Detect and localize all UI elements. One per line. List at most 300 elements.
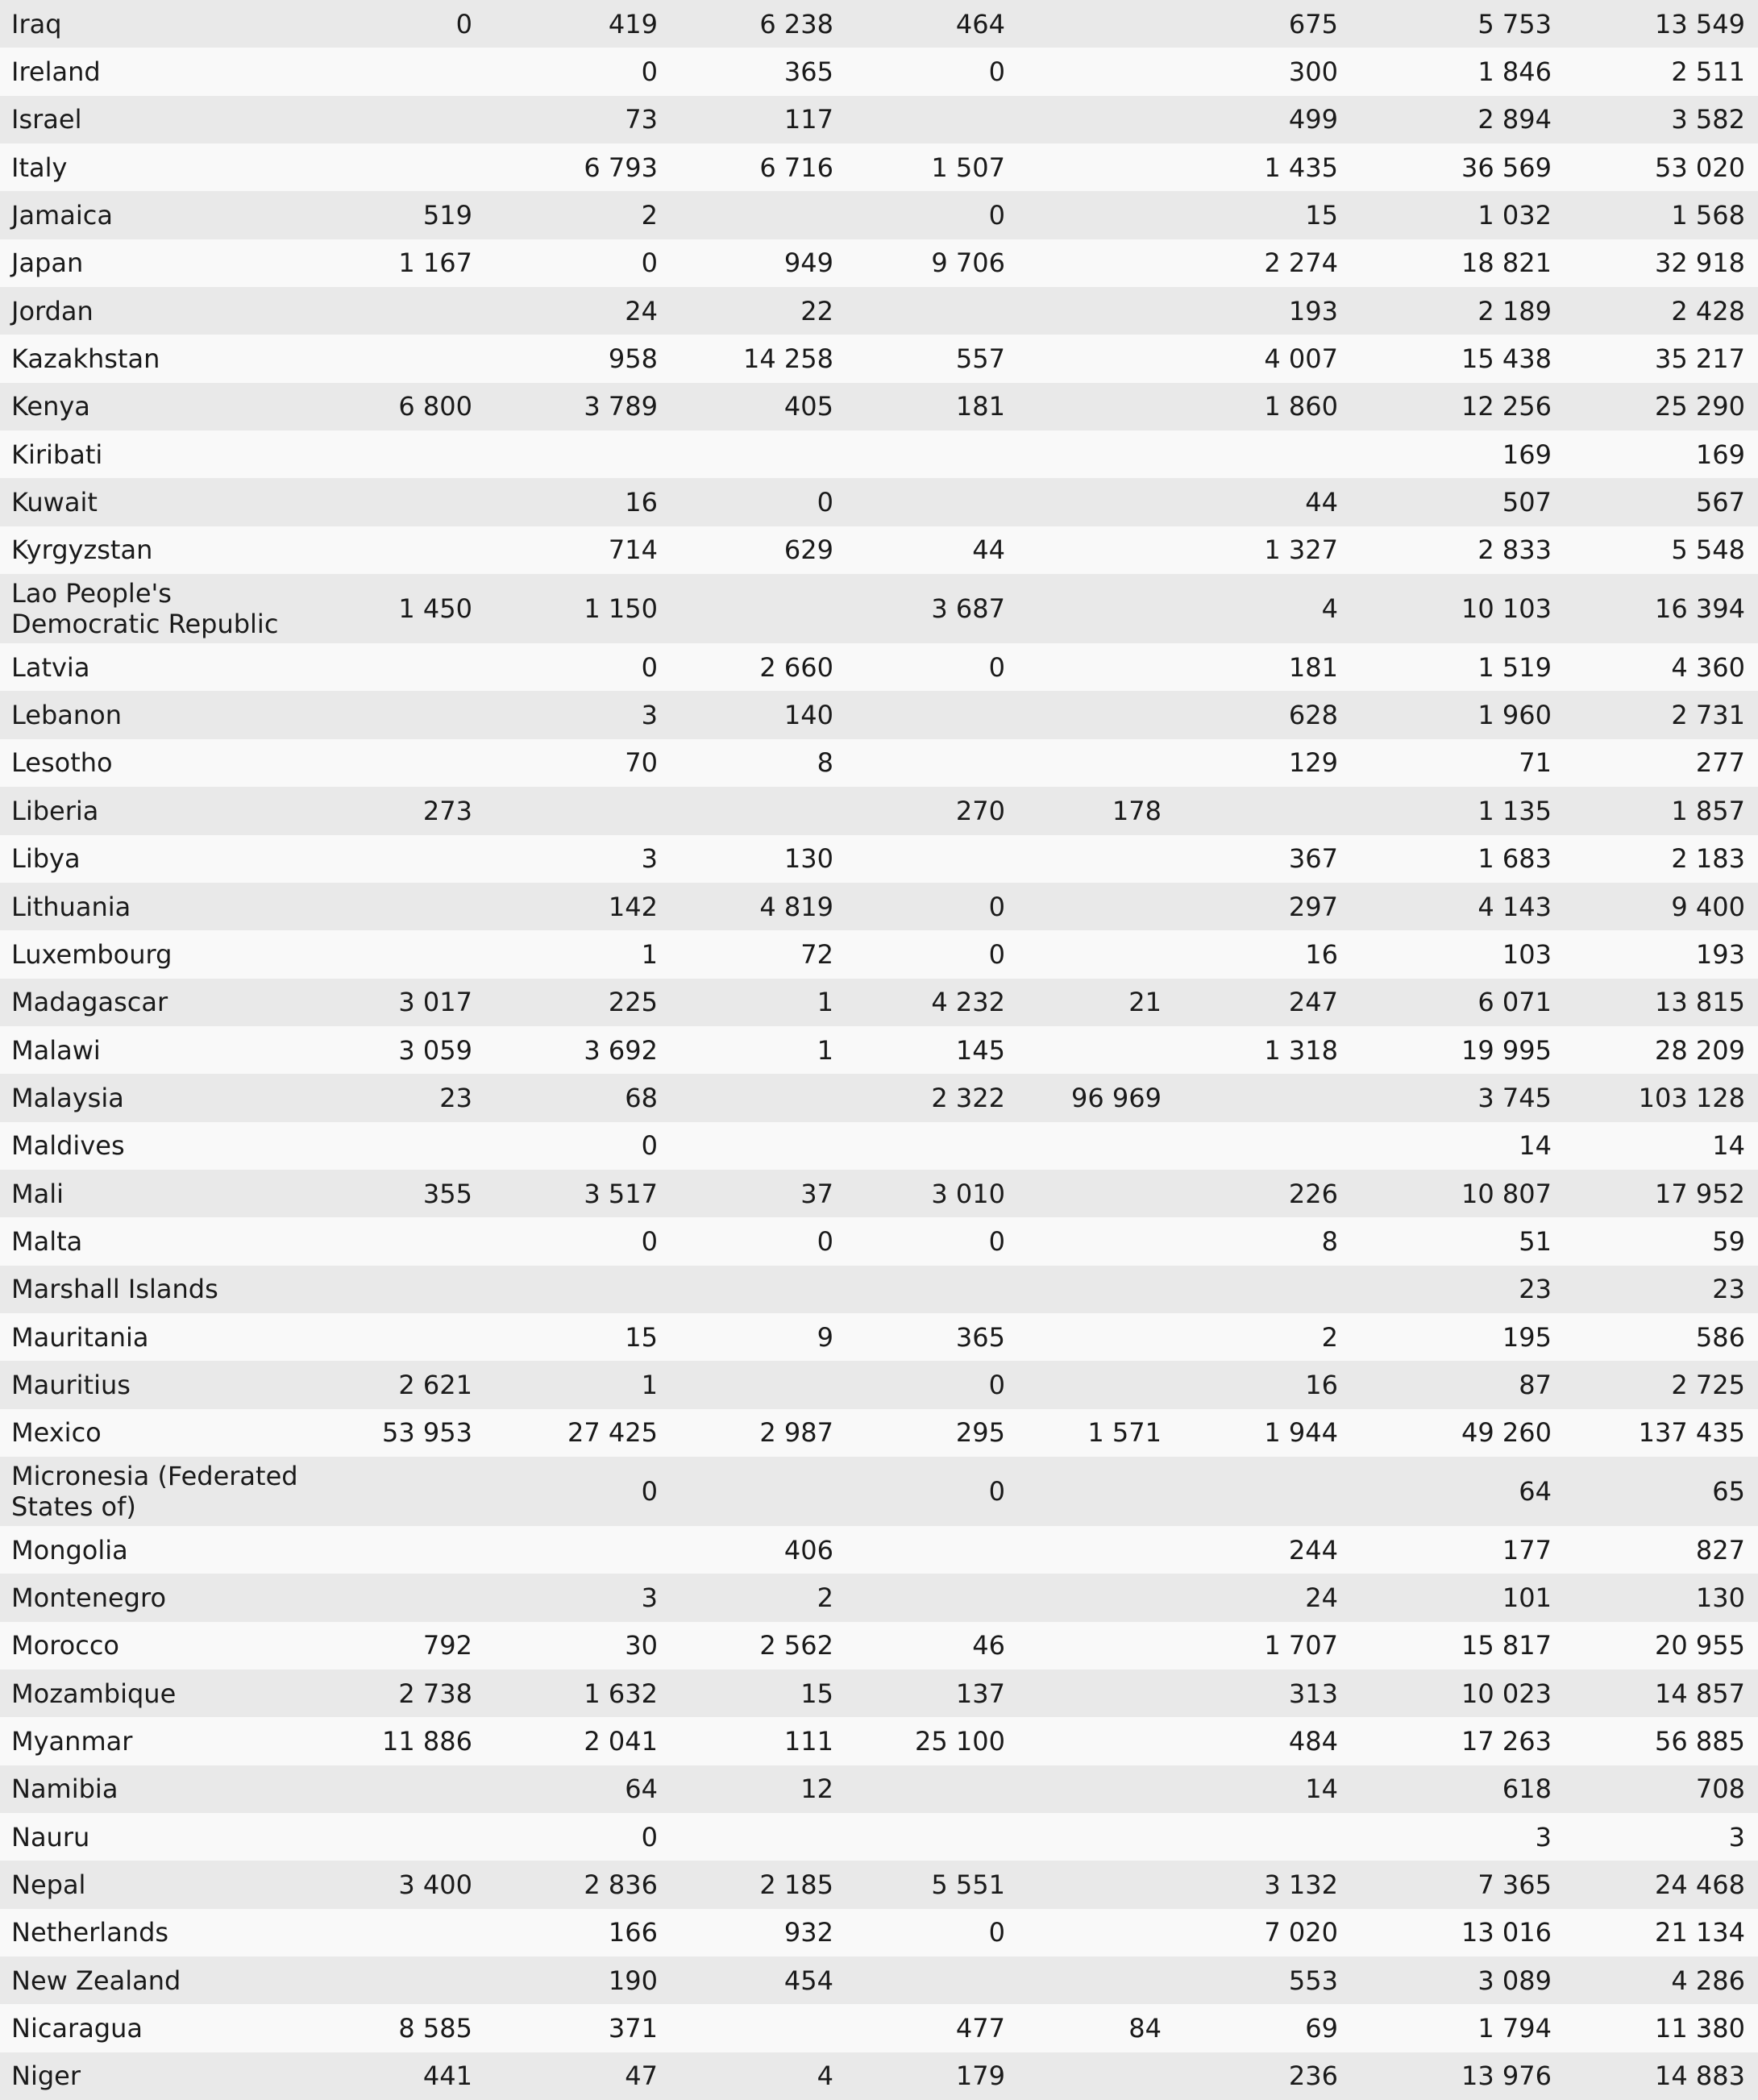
cell-col-3 (658, 2004, 833, 2052)
cell-col-8: 11 380 (1655, 2013, 1745, 2044)
cell-col-8: 3 582 (1671, 104, 1745, 135)
cell-col-5 (1005, 1717, 1162, 1765)
cell-col-4 (833, 1765, 1005, 1813)
cell-col-4: 9 706 (931, 247, 1005, 279)
cell-col-6: 16 (1305, 1369, 1338, 1400)
cell-col-3: 629 (783, 534, 833, 566)
table-row (0, 787, 1758, 834)
cell-col-3: 12 (800, 1774, 833, 1805)
cell-col-5 (1005, 1909, 1162, 1957)
cell-col-1: 519 (422, 200, 472, 231)
cell-col-7: 18 821 (1461, 247, 1552, 279)
cell-col-2: 1 (641, 938, 658, 970)
cell-col-6: 1 860 (1264, 391, 1338, 422)
cell-col-5 (1005, 1361, 1162, 1408)
cell-col-6: 247 (1288, 987, 1338, 1018)
cell-col-6: 44 (1305, 487, 1338, 518)
cell-col-3 (658, 787, 833, 834)
table-row (0, 2004, 1758, 2052)
cell-col-8: 4 286 (1671, 1965, 1745, 1996)
cell-col-7: 1 683 (1477, 843, 1552, 875)
cell-col-2: 1 632 (584, 1678, 658, 1709)
cell-col-7: 4 143 (1477, 891, 1552, 922)
cell-col-4: 137 (955, 1678, 1005, 1709)
cell-col-8: 2 183 (1671, 843, 1745, 875)
country-name: Lebanon (11, 700, 123, 731)
cell-col-4: 181 (955, 391, 1005, 422)
cell-col-6: 675 (1288, 8, 1338, 40)
country-name: Lao People's Democratic Republic (11, 578, 279, 640)
cell-col-5 (1005, 1574, 1162, 1621)
country-name: Japan (11, 247, 84, 279)
cell-col-2: 3 (641, 1582, 658, 1613)
cell-col-1: 1 450 (398, 593, 472, 625)
table-row (0, 930, 1758, 978)
table-row (0, 1765, 1758, 1813)
table-row (0, 979, 1758, 1026)
cell-col-8: 2 731 (1671, 700, 1745, 731)
cell-col-7: 1 519 (1477, 651, 1552, 683)
cell-col-4: 0 (988, 1475, 1005, 1507)
table-row (0, 1170, 1758, 1217)
cell-col-8: 3 (1728, 1821, 1745, 1853)
cell-col-5 (1005, 739, 1162, 787)
cell-col-7: 2 833 (1477, 534, 1552, 566)
table-row (0, 643, 1758, 691)
cell-col-8: 65 (1712, 1475, 1745, 1507)
cell-col-2: 3 692 (584, 1034, 658, 1066)
cell-col-4: 4 232 (931, 987, 1005, 1018)
cell-col-1 (322, 143, 472, 191)
cell-col-6: 300 (1288, 56, 1338, 88)
cell-col-2: 0 (641, 1821, 658, 1853)
cell-col-1 (322, 1266, 472, 1313)
cell-col-7: 10 807 (1461, 1178, 1552, 1209)
cell-col-3: 22 (800, 295, 833, 326)
cell-col-5 (1005, 143, 1162, 191)
cell-col-1: 6 800 (398, 391, 472, 422)
cell-col-7: 1 032 (1477, 200, 1552, 231)
cell-col-7: 15 817 (1461, 1630, 1552, 1661)
country-name: Libya (11, 843, 81, 875)
table-row (0, 1457, 1758, 1526)
cell-col-5 (1005, 335, 1162, 382)
cell-col-5 (1005, 691, 1162, 738)
country-name: New Zealand (11, 1965, 181, 1996)
cell-col-6: 367 (1288, 843, 1338, 875)
cell-col-1: 792 (422, 1630, 472, 1661)
cell-col-3 (658, 574, 833, 643)
cell-col-2: 70 (625, 747, 658, 779)
table-row (0, 239, 1758, 287)
cell-col-7: 10 103 (1461, 593, 1552, 625)
country-name: Montenegro (11, 1582, 167, 1613)
cell-col-7: 5 753 (1477, 8, 1552, 40)
country-name: Luxembourg (11, 938, 172, 970)
cell-col-4: 0 (988, 56, 1005, 88)
cell-col-5 (1005, 383, 1162, 430)
cell-col-8: 14 883 (1655, 2060, 1745, 2092)
cell-col-7: 51 (1519, 1225, 1552, 1257)
cell-col-5 (1005, 1170, 1162, 1217)
cell-col-2 (472, 430, 658, 478)
cell-col-1 (322, 1813, 472, 1861)
cell-col-4 (833, 1574, 1005, 1621)
cell-col-6: 1 944 (1264, 1417, 1338, 1449)
cell-col-4 (833, 1957, 1005, 2004)
cell-col-6 (1162, 1074, 1338, 1121)
cell-col-1: 3 017 (398, 987, 472, 1018)
table-row (0, 1861, 1758, 1908)
table-row (0, 691, 1758, 738)
cell-col-8: 53 020 (1655, 152, 1745, 183)
cell-col-2: 958 (608, 343, 658, 375)
table-row (0, 287, 1758, 335)
cell-col-5: 1 571 (1087, 1417, 1162, 1449)
cell-col-4: 179 (955, 2060, 1005, 2092)
cell-col-3: 6 238 (759, 8, 833, 40)
cell-col-5 (1005, 1026, 1162, 1074)
table-row (0, 1957, 1758, 2004)
cell-col-6: 4 007 (1264, 343, 1338, 375)
cell-col-7: 3 089 (1477, 1965, 1552, 1996)
cell-col-5 (1005, 478, 1162, 526)
cell-col-1 (322, 691, 472, 738)
cell-col-5 (1005, 883, 1162, 930)
cell-col-2: 3 517 (584, 1178, 658, 1209)
country-name: Jamaica (11, 200, 113, 231)
cell-col-4: 477 (955, 2013, 1005, 2044)
cell-col-3 (658, 1122, 833, 1170)
cell-col-3: 6 716 (759, 152, 833, 183)
cell-col-8: 25 290 (1655, 391, 1745, 422)
cell-col-5 (1005, 643, 1162, 691)
cell-col-1 (322, 739, 472, 787)
cell-col-3: 9 (817, 1321, 833, 1353)
cell-col-3: 37 (800, 1178, 833, 1209)
cell-col-6: 499 (1288, 104, 1338, 135)
country-name: Micronesia (Federated States of) (11, 1460, 298, 1522)
country-name: Namibia (11, 1774, 118, 1805)
table-row (0, 1026, 1758, 1074)
cell-col-3: 72 (800, 938, 833, 970)
cell-col-8: 2 725 (1671, 1369, 1745, 1400)
cell-col-8: 35 217 (1655, 343, 1745, 375)
cell-col-6: 313 (1288, 1678, 1338, 1709)
cell-col-8: 9 400 (1671, 891, 1745, 922)
cell-col-1 (322, 1909, 472, 1957)
table-row (0, 1574, 1758, 1621)
cell-col-4: 3 010 (931, 1178, 1005, 1209)
country-name: Nauru (11, 1821, 90, 1853)
cell-col-4: 365 (955, 1321, 1005, 1353)
cell-col-3: 14 258 (743, 343, 833, 375)
cell-col-1 (322, 1217, 472, 1265)
cell-col-7: 71 (1519, 747, 1552, 779)
cell-col-4 (833, 1122, 1005, 1170)
cell-col-3: 4 (817, 2060, 833, 2092)
table-row (0, 1813, 1758, 1861)
table-row (0, 739, 1758, 787)
cell-col-2: 3 789 (584, 391, 658, 422)
cell-col-8: 2 511 (1671, 56, 1745, 88)
cell-col-4: 0 (988, 1917, 1005, 1948)
cell-col-2: 0 (641, 1130, 658, 1162)
cell-col-6: 16 (1305, 938, 1338, 970)
cell-col-8: 16 394 (1655, 593, 1745, 625)
country-name: Niger (11, 2060, 81, 2092)
cell-col-8: 5 548 (1671, 534, 1745, 566)
table-row (0, 1217, 1758, 1265)
cell-col-8: 567 (1695, 487, 1745, 518)
cell-col-6: 193 (1288, 295, 1338, 326)
cell-col-5 (1005, 1861, 1162, 1908)
cell-col-4 (833, 287, 1005, 335)
table-row (0, 1122, 1758, 1170)
cell-col-6: 226 (1288, 1178, 1338, 1209)
cell-col-1 (322, 478, 472, 526)
cell-col-2: 0 (641, 651, 658, 683)
cell-col-4: 25 100 (915, 1726, 1005, 1757)
cell-col-4: 464 (955, 8, 1005, 40)
cell-col-3: 0 (817, 1225, 833, 1257)
cell-col-2: 47 (625, 2060, 658, 2092)
cell-col-4 (833, 1526, 1005, 1574)
cell-col-7: 507 (1502, 487, 1552, 518)
country-name: Kuwait (11, 487, 98, 518)
cell-col-4 (833, 691, 1005, 738)
table-row (0, 96, 1758, 143)
country-name: Italy (11, 152, 68, 183)
cell-col-1: 3 400 (398, 1869, 472, 1901)
country-name: Maldives (11, 1130, 125, 1162)
cell-col-6: 484 (1288, 1726, 1338, 1757)
table-row (0, 1313, 1758, 1361)
cell-col-5 (1005, 239, 1162, 287)
cell-col-2 (472, 1266, 658, 1313)
cell-col-5 (1005, 1957, 1162, 2004)
cell-col-6: 4 (1321, 593, 1338, 625)
country-name: Israel (11, 104, 82, 135)
cell-col-3: 117 (783, 104, 833, 135)
cell-col-7: 1 846 (1477, 56, 1552, 88)
country-name: Jordan (11, 295, 94, 326)
cell-col-4: 3 687 (931, 593, 1005, 625)
cell-col-3: 932 (783, 1917, 833, 1948)
cell-col-8: 32 918 (1655, 247, 1745, 279)
cell-col-4: 0 (988, 1225, 1005, 1257)
cell-col-5: 96 969 (1071, 1082, 1162, 1113)
cell-col-8: 13 815 (1655, 987, 1745, 1018)
table-row (0, 1909, 1758, 1957)
country-name: Kenya (11, 391, 90, 422)
cell-col-1 (322, 643, 472, 691)
table-row (0, 1074, 1758, 1121)
cell-col-7: 101 (1502, 1582, 1552, 1613)
country-name: Malta (11, 1225, 83, 1257)
table-row (0, 2052, 1758, 2100)
cell-col-2: 30 (625, 1630, 658, 1661)
cell-col-5 (1005, 1670, 1162, 1717)
cell-col-7: 1 135 (1477, 795, 1552, 826)
cell-col-6: 7 020 (1264, 1917, 1338, 1948)
country-name: Mali (11, 1178, 64, 1209)
cell-col-8: 1 568 (1671, 200, 1745, 231)
cell-col-8: 20 955 (1655, 1630, 1745, 1661)
cell-col-4: 0 (988, 891, 1005, 922)
cell-col-5 (1005, 574, 1162, 643)
cell-col-7: 36 569 (1461, 152, 1552, 183)
cell-col-5 (1005, 930, 1162, 978)
cell-col-3: 2 (817, 1582, 833, 1613)
cell-col-5 (1005, 1217, 1162, 1265)
cell-col-1: 11 886 (382, 1726, 472, 1757)
cell-col-6: 24 (1305, 1582, 1338, 1613)
cell-col-2: 3 (641, 700, 658, 731)
cell-col-6: 2 274 (1264, 247, 1338, 279)
country-name: Kazakhstan (11, 343, 160, 375)
cell-col-8: 130 (1695, 1582, 1745, 1613)
cell-col-5 (1005, 0, 1162, 48)
cell-col-7: 10 023 (1461, 1678, 1552, 1709)
cell-col-8: 103 128 (1638, 1082, 1745, 1113)
cell-col-4: 295 (955, 1417, 1005, 1449)
cell-col-6: 244 (1288, 1534, 1338, 1566)
cell-col-8: 23 (1712, 1274, 1745, 1305)
cell-col-1: 273 (422, 795, 472, 826)
cell-col-6: 236 (1288, 2060, 1338, 2092)
cell-col-5 (1005, 1122, 1162, 1170)
cell-col-1 (322, 1574, 472, 1621)
cell-col-3: 949 (783, 247, 833, 279)
cell-col-3: 0 (817, 487, 833, 518)
cell-col-2: 0 (641, 247, 658, 279)
cell-col-2: 166 (608, 1917, 658, 1948)
cell-col-5: 84 (1128, 2013, 1162, 2044)
cell-col-3: 405 (783, 391, 833, 422)
cell-col-7: 7 365 (1477, 1869, 1552, 1901)
cell-col-4 (833, 835, 1005, 883)
cell-col-5 (1005, 430, 1162, 478)
cell-col-7: 13 016 (1461, 1917, 1552, 1948)
cell-col-4: 2 322 (931, 1082, 1005, 1113)
table-row (0, 526, 1758, 574)
cell-col-4: 46 (972, 1630, 1005, 1661)
cell-col-3: 454 (783, 1965, 833, 1996)
cell-col-3 (658, 430, 833, 478)
cell-col-6: 8 (1321, 1225, 1338, 1257)
table-row (0, 1717, 1758, 1765)
cell-col-2: 3 (641, 843, 658, 875)
cell-col-6 (1162, 430, 1338, 478)
cell-col-1: 2 738 (398, 1678, 472, 1709)
country-name: Mauritius (11, 1369, 131, 1400)
cell-col-2: 225 (608, 987, 658, 1018)
cell-col-7: 2 189 (1477, 295, 1552, 326)
cell-col-4: 44 (972, 534, 1005, 566)
table-row (0, 143, 1758, 191)
country-name: Morocco (11, 1630, 119, 1661)
cell-col-1 (322, 1122, 472, 1170)
cell-col-7: 1 794 (1477, 2013, 1552, 2044)
cell-col-8: 586 (1695, 1321, 1745, 1353)
cell-col-7: 15 438 (1461, 343, 1552, 375)
cell-col-3: 2 185 (759, 1869, 833, 1901)
cell-col-1 (322, 883, 472, 930)
cell-col-6: 15 (1305, 200, 1338, 231)
cell-col-7: 1 960 (1477, 700, 1552, 731)
cell-col-3: 130 (783, 843, 833, 875)
country-name: Ireland (11, 56, 101, 88)
cell-col-5 (1005, 1457, 1162, 1526)
cell-col-1 (322, 1765, 472, 1813)
country-name: Myanmar (11, 1726, 133, 1757)
cell-col-7: 195 (1502, 1321, 1552, 1353)
cell-col-2: 142 (608, 891, 658, 922)
cell-col-7: 87 (1519, 1369, 1552, 1400)
table-row (0, 0, 1758, 48)
cell-col-6: 1 327 (1264, 534, 1338, 566)
cell-col-2: 16 (625, 487, 658, 518)
cell-col-5 (1005, 1813, 1162, 1861)
cell-col-1 (322, 335, 472, 382)
cell-col-8: 59 (1712, 1225, 1745, 1257)
cell-col-2: 1 (641, 1369, 658, 1400)
cell-col-4: 5 551 (931, 1869, 1005, 1901)
cell-col-1 (322, 1526, 472, 1574)
table-row (0, 1622, 1758, 1670)
cell-col-2: 371 (608, 2013, 658, 2044)
country-name: Nepal (11, 1869, 86, 1901)
cell-col-8: 827 (1695, 1534, 1745, 1566)
cell-col-5 (1005, 1765, 1162, 1813)
cell-col-8: 137 435 (1638, 1417, 1745, 1449)
cell-col-6: 181 (1288, 651, 1338, 683)
cell-col-8: 17 952 (1655, 1178, 1745, 1209)
cell-col-2: 24 (625, 295, 658, 326)
country-name: Malaysia (11, 1082, 124, 1113)
cell-col-8: 169 (1695, 439, 1745, 470)
cell-col-6: 1 435 (1264, 152, 1338, 183)
cell-col-2: 0 (641, 56, 658, 88)
cell-col-7: 19 995 (1461, 1034, 1552, 1066)
cell-col-1: 3 059 (398, 1034, 472, 1066)
cell-col-3: 406 (783, 1534, 833, 1566)
country-name: Mozambique (11, 1678, 177, 1709)
cell-col-7: 6 071 (1477, 987, 1552, 1018)
cell-col-3: 111 (783, 1726, 833, 1757)
cell-col-5 (1005, 1622, 1162, 1670)
cell-col-7: 23 (1519, 1274, 1552, 1305)
cell-col-7: 2 894 (1477, 104, 1552, 135)
cell-col-5 (1005, 191, 1162, 239)
table-row (0, 883, 1758, 930)
cell-col-1 (322, 835, 472, 883)
country-name: Malawi (11, 1034, 101, 1066)
cell-col-5 (1005, 1266, 1162, 1313)
cell-col-1: 1 167 (398, 247, 472, 279)
cell-col-3 (658, 1074, 833, 1121)
cell-col-2: 0 (641, 1225, 658, 1257)
country-name: Mauritania (11, 1321, 149, 1353)
cell-col-6: 69 (1305, 2013, 1338, 2044)
cell-col-4: 0 (988, 651, 1005, 683)
table-row (0, 1409, 1758, 1457)
cell-col-3: 4 819 (759, 891, 833, 922)
cell-col-2: 419 (608, 8, 658, 40)
cell-col-6: 1 318 (1264, 1034, 1338, 1066)
country-name: Kyrgyzstan (11, 534, 153, 566)
